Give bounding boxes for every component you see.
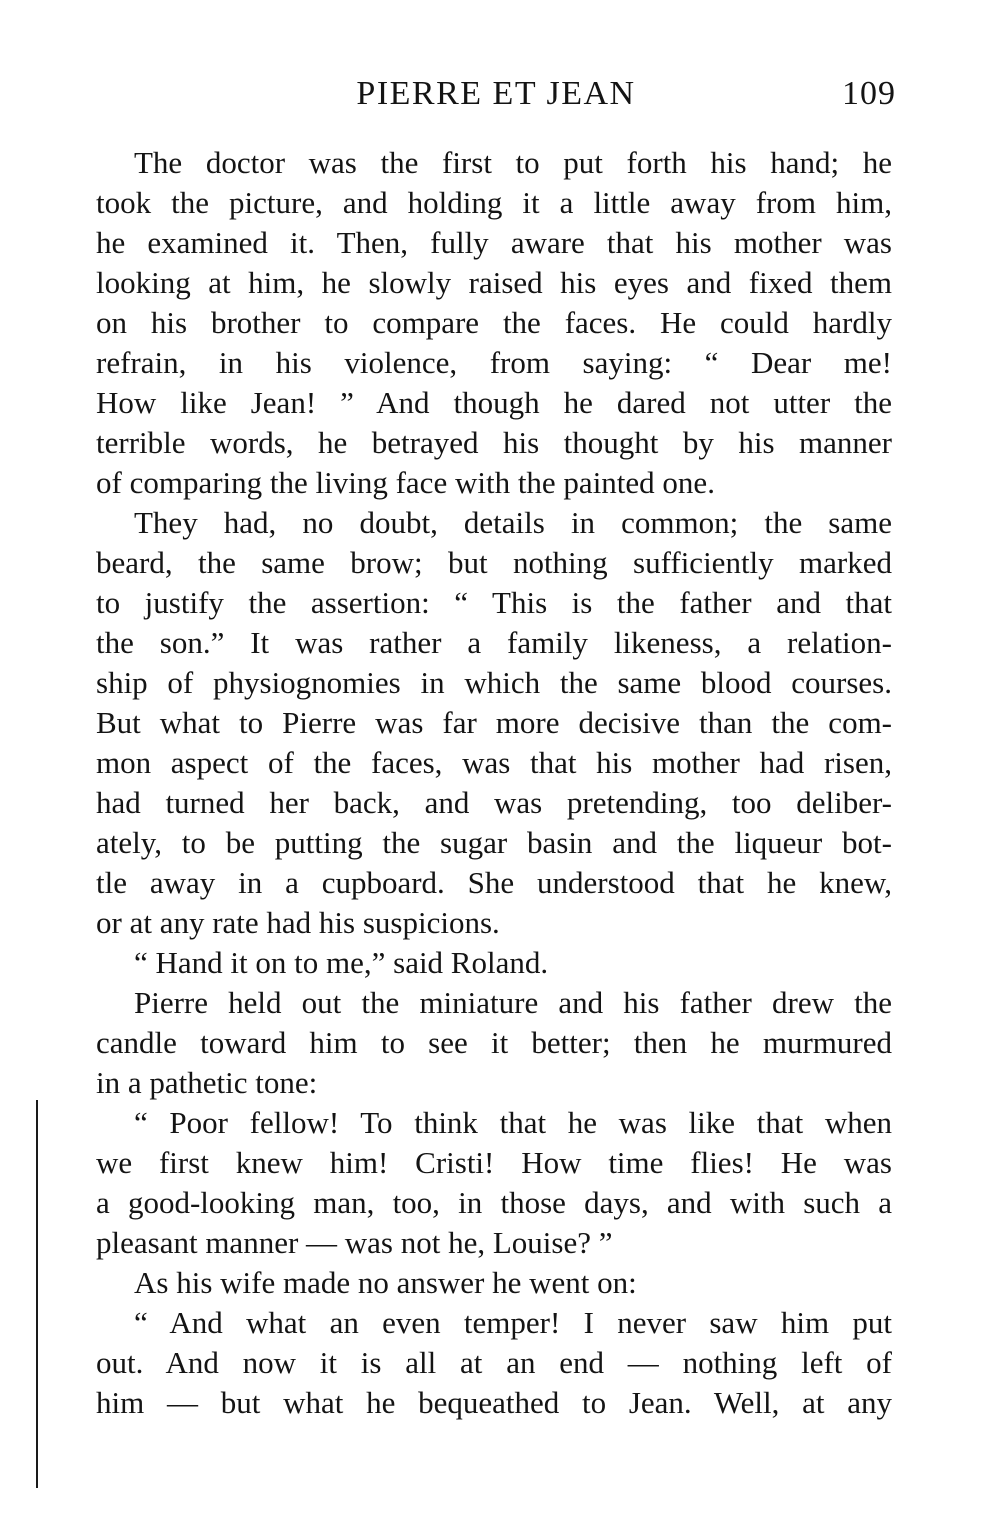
margin-scan-line [36, 1100, 38, 1488]
text-line: As his wife made no answer he went on: [134, 1265, 637, 1300]
text-line: he examined it. Then, fully aware that his mother was [96, 225, 892, 260]
text-line: They had, no doubt, details in common; the same [134, 505, 892, 540]
text-line: “ Hand it on to me,” said Roland. [134, 945, 549, 980]
page-header [96, 72, 896, 116]
text-line: looking at him, he slowly raised his eyes and fixed them [96, 265, 892, 300]
text-line: ship of physiognomies in which the same blood courses. [96, 665, 892, 700]
page-number: 109 [842, 75, 896, 112]
text-line: of comparing the living face with the painted one. [96, 465, 715, 500]
text-line: But what to Pierre was far more decisive than the com- [96, 705, 892, 740]
text-line: we first knew him! Cristi! How time flies! He was [96, 1145, 892, 1180]
text-line: mon aspect of the faces, was that his mother had risen, [96, 745, 892, 780]
text-line: a good-looking man, too, in those days, and with such a [96, 1185, 892, 1220]
text-line: beard, the same brow; but nothing sufficiently marked [96, 545, 892, 580]
text-line: refrain, in his violence, from saying: “ Dear me! [96, 345, 892, 380]
text-line: or at any rate had his suspicions. [96, 905, 500, 940]
text-line: The doctor was the first to put forth his hand; he [134, 145, 892, 180]
text-line: “ And what an even temper! I never saw him put [134, 1305, 892, 1340]
text-line: in a pathetic tone: [96, 1065, 318, 1100]
text-line: pleasant manner — was not he, Louise? ” [96, 1225, 613, 1260]
text-line: terrible words, he betrayed his thought by his manner [96, 425, 892, 460]
text-line: Pierre held out the miniature and his father drew the [134, 985, 892, 1020]
text-line: the son.” It was rather a family likeness, a relation- [96, 625, 892, 660]
text-line: out. And now it is all at an end — nothing left of [96, 1345, 892, 1380]
text-line: candle toward him to see it better; then he murmured [96, 1025, 892, 1060]
text-line: took the picture, and holding it a little away from him, [96, 185, 892, 220]
text-line: to justify the assertion: “ This is the father and that [96, 585, 892, 620]
text-line: him — but what he bequeathed to Jean. Well, at any [96, 1385, 892, 1420]
running-title: PIERRE ET JEAN [356, 75, 636, 112]
text-line: “ Poor fellow! To think that he was like that when [134, 1105, 892, 1140]
text-line: had turned her back, and was pretending, too deliber- [96, 785, 892, 820]
text-line: tle away in a cupboard. She understood that he knew, [96, 865, 892, 900]
body-text [96, 143, 892, 1423]
text-line: How like Jean! ” And though he dared not utter the [96, 385, 892, 420]
text-line: ately, to be putting the sugar basin and the liqueur bot- [96, 825, 892, 860]
text-line: on his brother to compare the faces. He could hardly [96, 305, 892, 340]
